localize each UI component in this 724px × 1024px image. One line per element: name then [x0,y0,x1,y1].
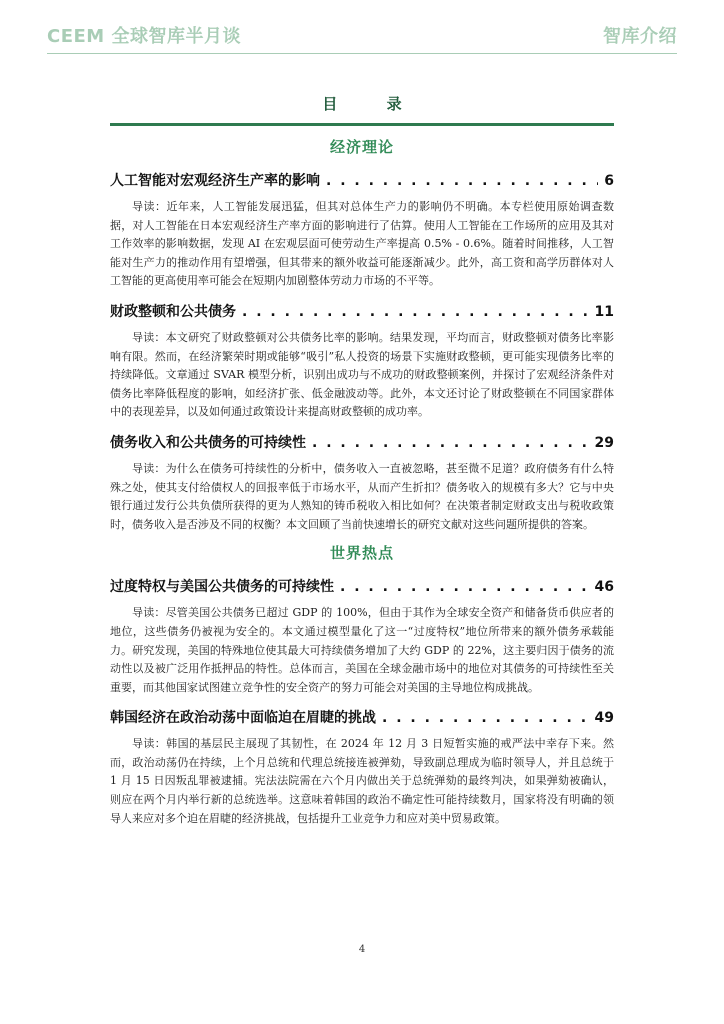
dot-leader [382,707,589,729]
toc-entry-title-row[interactable] [110,170,614,192]
header-divider [47,53,677,54]
toc-entry-title-row[interactable] [110,707,614,729]
toc-title: 目 录 [322,95,402,113]
toc-entry-title-row[interactable] [110,301,614,323]
section-title: 智库介绍 [603,26,677,47]
toc-entry-title[interactable]: 人工智能对宏观经济生产率的影响 [110,173,320,189]
section-heading-world-hotspots: 世界热点 [329,544,394,563]
section-heading-economic-theory: 经济理论 [329,138,394,156]
toc-entry-page[interactable]: 46 [594,579,614,596]
toc-divider [110,123,614,126]
toc-entry[interactable] [110,301,614,422]
toc-entry-page[interactable]: 11 [594,303,614,320]
dot-leader [326,170,598,192]
dot-leader [242,301,589,323]
toc-entry-title-row[interactable] [110,432,614,454]
toc-entry-title[interactable]: 韩国经济在政治动荡中面临迫在眉睫的挑战 [110,710,376,727]
toc-entry[interactable] [110,170,614,291]
toc-entry-page[interactable]: 6 [604,173,614,189]
toc-entry-title[interactable]: 债务收入和公共债务的可持续性 [110,434,306,451]
toc-entry-summary: 导读：近年来，人工智能发展迅猛，但其对总体生产力的影响仍不明确。本专栏使用原始调查数据，对人工智能在日本宏观经济生产率方面的影响进行了估算。使用人工智能在工作场所的应用及其对工作效率的影响数据，发现 AI 在宏观层面可使劳动生产率提高 0.5% - 0.6%。随着时间推移，人工智能对生产力的推动作用有望增强，但其带来的额外收益可能逐渐减少。此外，高工资和高学历群体对人工智能的更高使用率可能会在短期内加剧整体劳动力市场的不平等。 [110,200,614,288]
toc-entry-summary: 导读：为什么在债务可持续性的分析中，债务收入一直被忽略，甚至微不足道？政府债务有什么特殊之处，使其支付给债权人的回报率低于市场水平，从而产生折扣？债务收入的规模有多大？它与中央银行通过发行公共负债所获得的更为人熟知的铸币税收入相比如何？在决策者制定财政支出与税收政策时，债务收入是否涉及不同的权衡？本文回顾了当前快速增长的研究文献对这些问题所提供的答案。 [110,461,614,531]
toc-entry-page[interactable]: 49 [594,710,614,727]
toc-entry[interactable] [110,707,614,828]
toc-entry-page[interactable]: 29 [594,434,614,451]
dot-leader [340,576,589,598]
publication-title: CEEM 全球智库半月谈 [47,26,241,47]
toc-entry-title[interactable]: 过度特权与美国公共债务的可持续性 [110,579,334,596]
toc-entry-title[interactable]: 财政整顿和公共债务 [110,303,236,320]
page-number: 4 [358,944,366,955]
table-of-contents [110,134,614,828]
toc-entry-summary: 导读：尽管美国公共债务已超过 GDP 的 100%，但由于其作为全球安全资产和储备货币供应者的地位，这些债务仍被视为安全的。本文通过模型量化了这一“过度特权”地位所带来的额外债务承载能力。研究发现，美国的特殊地位使其最大可持续债务增加了大约 GDP 的 22%，这主要归因于债务的流动性以及被广泛用作抵押品的特性。总体而言，美国在全球金融市场中的地位对其债务的可持续性至关重要，而其他国家试图建立竞争性的安全资产的努力可能会对美国的主导地位构成挑战。 [110,606,614,694]
toc-entry[interactable] [110,432,614,534]
page-header [47,22,677,52]
dot-leader [312,432,589,454]
toc-entry-summary: 导读：韩国的基层民主展现了其韧性，在 2024 年 12 月 3 日短暂实施的戒严法中幸存下来。然而，政治动荡仍在持续，上个月总统和代理总统接连被弹劾，导致副总理成为临时领导人，并且总统于 1 月 15 日因叛乱罪被逮捕。宪法法院需在六个月内做出关于总统弹劾的最终判决，如果弹劾被确认，则应在两个月内举行新的总统选举。这意味着韩国的政治不确定性可能持续数月，国家将没有明确的领导人来应对多个迫在眉睫的经济挑战，包括提升工业竞争力和应对美中贸易政策。 [110,737,614,825]
toc-entry-summary: 导读：本文研究了财政整顿对公共债务比率的影响。结果发现，平均而言，财政整顿对债务比率影响有限。然而，在经济繁荣时期或能够“吸引”私人投资的场景下实施财政整顿，更可能实现债务比率的持续降低。文章通过 SVAR 模型分析，识别出成功与不成功的财政整顿案例，并探讨了宏观经济条件对债务比率降低程度的影响，如经济扩张、低金融波动等。此外，本文还讨论了财政整顿在不同国家群体中的表现差异，以及如何通过政策设计来提高财政整顿的成功率。 [110,330,614,419]
toc-entry-title-row[interactable] [110,576,614,598]
toc-entry[interactable] [110,576,614,697]
